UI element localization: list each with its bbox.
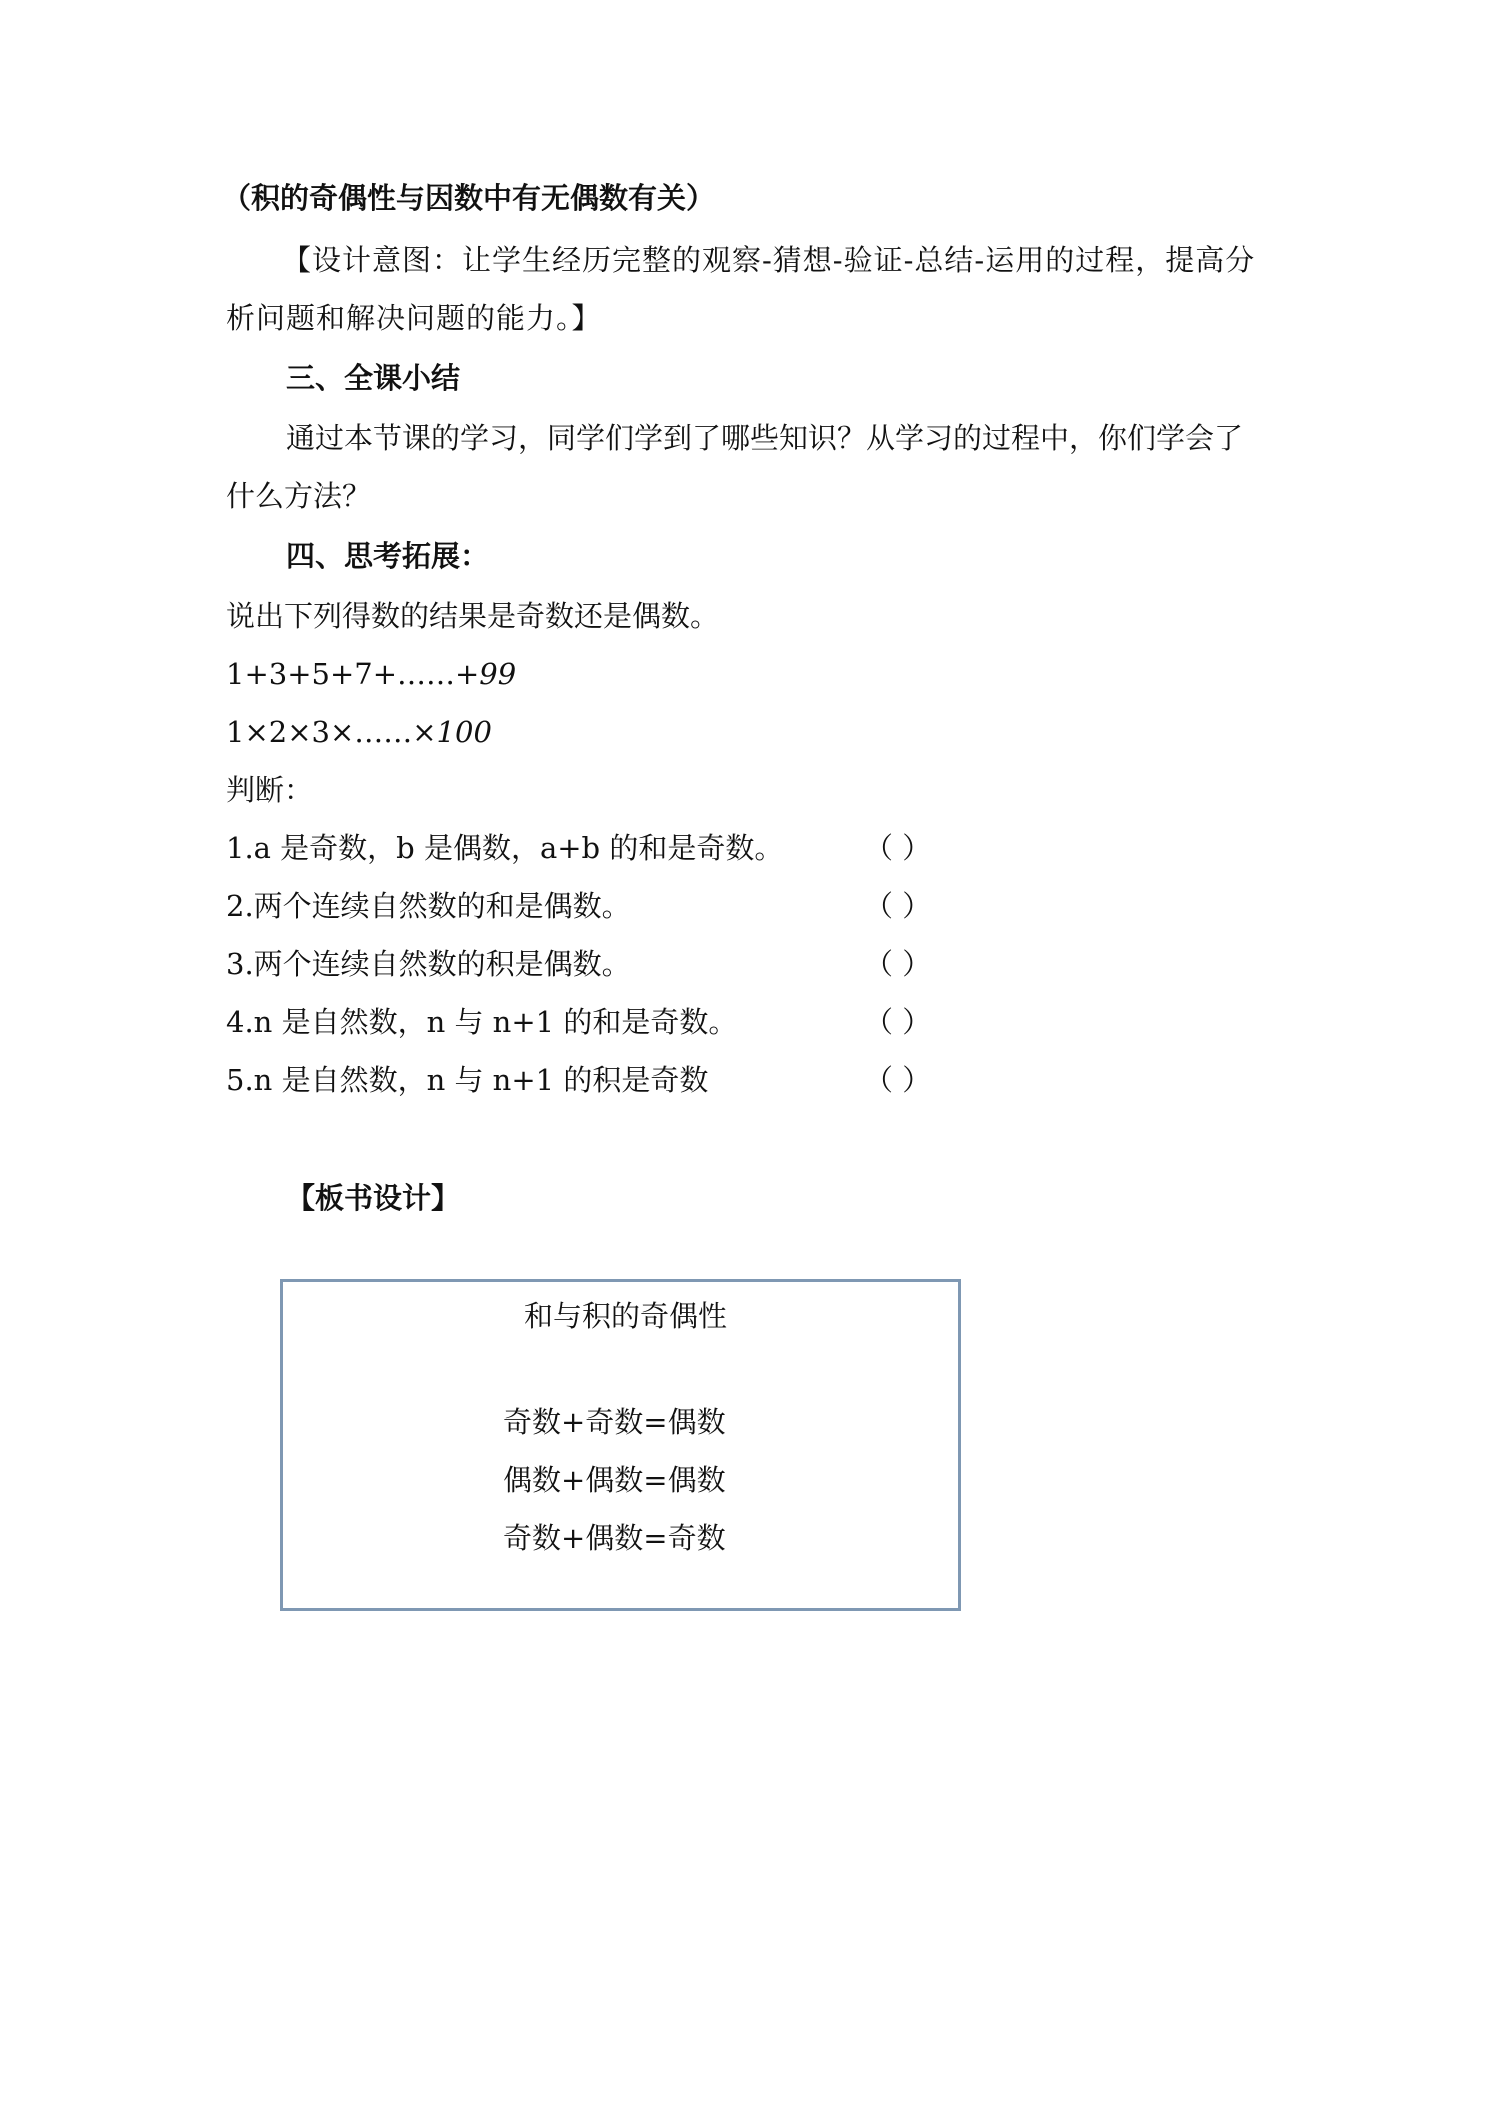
judge-label: 判断： [226, 773, 314, 807]
expression-product-plain: 1×2×3×…… [226, 715, 413, 749]
expression-product [226, 712, 492, 752]
judge-answer-blank-5[interactable]: （ ） [864, 1063, 932, 1097]
expression-sum-plain: 1+3+5+7+……+ [226, 657, 480, 691]
judge-answer-blank-4[interactable]: （ ） [864, 1005, 932, 1039]
design-intent-line1: 【设计意图：让学生经历完整的观察-猜想-验证-总结-运用的过程，提高分 [282, 243, 1256, 277]
expression-sum [226, 654, 516, 694]
board-design-box [280, 1279, 961, 1611]
section-summary-text-line2: 什么方法？ [226, 479, 372, 513]
section-summary-title: 三、全课小结 [286, 361, 461, 395]
section-summary-text-line1: 通过本节课的学习，同学们学到了哪些知识？从学习的过程中，你们学会了 [286, 421, 1244, 455]
board-rule-3: 奇数+偶数=奇数 [503, 1521, 726, 1555]
judge-answer-blank-3[interactable]: （ ） [864, 947, 932, 981]
board-rule-2: 偶数+偶数=偶数 [503, 1463, 726, 1497]
judge-item-1: 1.a 是奇数，b 是偶数，a+b 的和是奇数。 [226, 831, 784, 865]
board-rule-1: 奇数+奇数=偶数 [503, 1405, 726, 1439]
expression-sum-italic: 99 [479, 657, 517, 691]
board-title: 和与积的奇偶性 [523, 1299, 727, 1333]
judge-item-3: 3.两个连续自然数的积是偶数。 [226, 947, 631, 981]
design-intent-line2: 析问题和解决问题的能力。】 [226, 301, 602, 335]
judge-item-2: 2.两个连续自然数的和是偶数。 [226, 889, 631, 923]
expression-product-italic: ×100 [412, 715, 492, 749]
section-extension-title: 四、思考拓展： [286, 539, 490, 573]
section-extension-prompt: 说出下列得数的结果是奇数还是偶数。 [226, 599, 720, 633]
judge-answer-blank-1[interactable]: （ ） [864, 831, 932, 865]
judge-answer-blank-2[interactable]: （ ） [864, 889, 932, 923]
judge-item-4: 4.n 是自然数，n 与 n+1 的和是奇数。 [226, 1005, 738, 1039]
board-design-heading: 【板书设计】 [286, 1181, 461, 1215]
product-parity-note: （积的奇偶性与因数中有无偶数有关） [222, 181, 716, 215]
judge-item-5: 5.n 是自然数，n 与 n+1 的积是奇数 [226, 1063, 709, 1097]
